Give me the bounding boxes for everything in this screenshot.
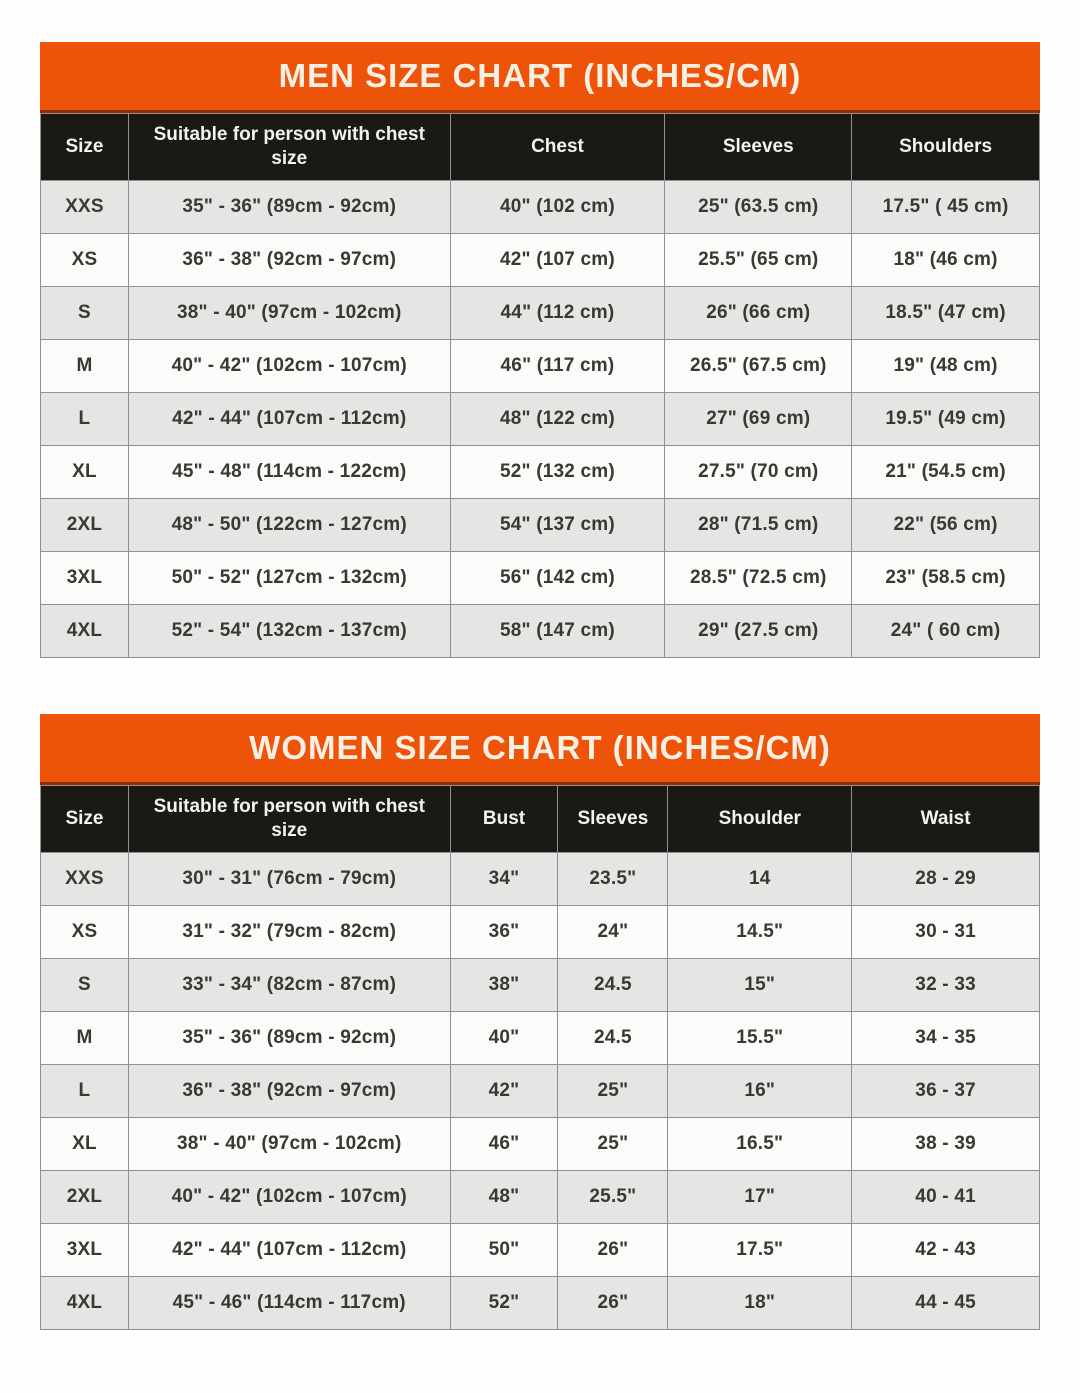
value-cell: 36" - 38" (92cm - 97cm) bbox=[128, 1065, 450, 1118]
value-cell: 25" bbox=[558, 1065, 668, 1118]
value-cell: 42" (107 cm) bbox=[450, 234, 665, 287]
column-header: Size bbox=[41, 114, 129, 181]
value-cell: 25" (63.5 cm) bbox=[665, 181, 852, 234]
table-row bbox=[41, 853, 1040, 906]
table-row bbox=[41, 1065, 1040, 1118]
value-cell: 52" (132 cm) bbox=[450, 446, 665, 499]
table-row bbox=[41, 446, 1040, 499]
table-row bbox=[41, 181, 1040, 234]
value-cell: 29" (27.5 cm) bbox=[665, 605, 852, 658]
value-cell: 24.5 bbox=[558, 1012, 668, 1065]
value-cell: 56" (142 cm) bbox=[450, 552, 665, 605]
value-cell: 24" bbox=[558, 906, 668, 959]
value-cell: 26" bbox=[558, 1277, 668, 1330]
value-cell: 34" bbox=[450, 853, 558, 906]
column-header: Bust bbox=[450, 786, 558, 853]
value-cell: 15.5" bbox=[668, 1012, 852, 1065]
women-size-table bbox=[40, 785, 1040, 1330]
value-cell: 17.5" bbox=[668, 1224, 852, 1277]
men-chart-title-banner bbox=[40, 42, 1040, 113]
value-cell: 40" - 42" (102cm - 107cm) bbox=[128, 340, 450, 393]
value-cell: 38" bbox=[450, 959, 558, 1012]
value-cell: 46" bbox=[450, 1118, 558, 1171]
table-row bbox=[41, 1277, 1040, 1330]
value-cell: 36" bbox=[450, 906, 558, 959]
column-header: Shoulders bbox=[852, 114, 1040, 181]
size-cell: L bbox=[41, 1065, 129, 1118]
header-row bbox=[41, 786, 1040, 853]
column-header: Size bbox=[41, 786, 129, 853]
size-cell: 3XL bbox=[41, 1224, 129, 1277]
value-cell: 17.5" ( 45 cm) bbox=[852, 181, 1040, 234]
value-cell: 28" (71.5 cm) bbox=[665, 499, 852, 552]
value-cell: 14.5" bbox=[668, 906, 852, 959]
value-cell: 22" (56 cm) bbox=[852, 499, 1040, 552]
value-cell: 40" - 42" (102cm - 107cm) bbox=[128, 1171, 450, 1224]
value-cell: 23.5" bbox=[558, 853, 668, 906]
value-cell: 18" (46 cm) bbox=[852, 234, 1040, 287]
value-cell: 23" (58.5 cm) bbox=[852, 552, 1040, 605]
value-cell: 30" - 31" (76cm - 79cm) bbox=[128, 853, 450, 906]
table-row bbox=[41, 1118, 1040, 1171]
column-header: Suitable for person with chest size bbox=[128, 786, 450, 853]
value-cell: 52" - 54" (132cm - 137cm) bbox=[128, 605, 450, 658]
value-cell: 38 - 39 bbox=[852, 1118, 1040, 1171]
size-cell: XS bbox=[41, 234, 129, 287]
value-cell: 25.5" bbox=[558, 1171, 668, 1224]
table-row bbox=[41, 552, 1040, 605]
size-cell: XL bbox=[41, 1118, 129, 1171]
size-cell: XL bbox=[41, 446, 129, 499]
table-row bbox=[41, 393, 1040, 446]
value-cell: 35" - 36" (89cm - 92cm) bbox=[128, 1012, 450, 1065]
value-cell: 32 - 33 bbox=[852, 959, 1040, 1012]
value-cell: 27" (69 cm) bbox=[665, 393, 852, 446]
value-cell: 40" (102 cm) bbox=[450, 181, 665, 234]
value-cell: 42" - 44" (107cm - 112cm) bbox=[128, 393, 450, 446]
value-cell: 21" (54.5 cm) bbox=[852, 446, 1040, 499]
column-header: Sleeves bbox=[558, 786, 668, 853]
size-cell: 2XL bbox=[41, 499, 129, 552]
value-cell: 42" - 44" (107cm - 112cm) bbox=[128, 1224, 450, 1277]
value-cell: 24.5 bbox=[558, 959, 668, 1012]
value-cell: 34 - 35 bbox=[852, 1012, 1040, 1065]
value-cell: 18.5" (47 cm) bbox=[852, 287, 1040, 340]
header-row bbox=[41, 114, 1040, 181]
value-cell: 18" bbox=[668, 1277, 852, 1330]
value-cell: 26" bbox=[558, 1224, 668, 1277]
value-cell: 19.5" (49 cm) bbox=[852, 393, 1040, 446]
value-cell: 48" - 50" (122cm - 127cm) bbox=[128, 499, 450, 552]
women-size-chart-section bbox=[40, 714, 1040, 1330]
value-cell: 48" (122 cm) bbox=[450, 393, 665, 446]
table-row bbox=[41, 906, 1040, 959]
value-cell: 38" - 40" (97cm - 102cm) bbox=[128, 287, 450, 340]
size-cell: 4XL bbox=[41, 1277, 129, 1330]
table-row bbox=[41, 959, 1040, 1012]
value-cell: 42 - 43 bbox=[852, 1224, 1040, 1277]
size-cell: M bbox=[41, 340, 129, 393]
value-cell: 40 - 41 bbox=[852, 1171, 1040, 1224]
value-cell: 42" bbox=[450, 1065, 558, 1118]
value-cell: 28.5" (72.5 cm) bbox=[665, 552, 852, 605]
size-cell: XS bbox=[41, 906, 129, 959]
table-row bbox=[41, 499, 1040, 552]
column-header: Sleeves bbox=[665, 114, 852, 181]
value-cell: 14 bbox=[668, 853, 852, 906]
size-cell: 4XL bbox=[41, 605, 129, 658]
value-cell: 50" bbox=[450, 1224, 558, 1277]
women-chart-title-banner bbox=[40, 714, 1040, 785]
size-cell: M bbox=[41, 1012, 129, 1065]
value-cell: 15" bbox=[668, 959, 852, 1012]
value-cell: 45" - 46" (114cm - 117cm) bbox=[128, 1277, 450, 1330]
value-cell: 58" (147 cm) bbox=[450, 605, 665, 658]
value-cell: 16" bbox=[668, 1065, 852, 1118]
size-cell: L bbox=[41, 393, 129, 446]
value-cell: 54" (137 cm) bbox=[450, 499, 665, 552]
value-cell: 44" (112 cm) bbox=[450, 287, 665, 340]
value-cell: 26.5" (67.5 cm) bbox=[665, 340, 852, 393]
column-header: Waist bbox=[852, 786, 1040, 853]
size-cell: 2XL bbox=[41, 1171, 129, 1224]
men-size-chart-section bbox=[40, 42, 1040, 658]
value-cell: 25.5" (65 cm) bbox=[665, 234, 852, 287]
table-row bbox=[41, 287, 1040, 340]
value-cell: 44 - 45 bbox=[852, 1277, 1040, 1330]
size-cell: 3XL bbox=[41, 552, 129, 605]
column-header: Shoulder bbox=[668, 786, 852, 853]
column-header: Chest bbox=[450, 114, 665, 181]
column-header: Suitable for person with chest size bbox=[128, 114, 450, 181]
table-row bbox=[41, 234, 1040, 287]
table-row bbox=[41, 340, 1040, 393]
table-row bbox=[41, 1012, 1040, 1065]
value-cell: 25" bbox=[558, 1118, 668, 1171]
value-cell: 38" - 40" (97cm - 102cm) bbox=[128, 1118, 450, 1171]
men-chart-title: MEN SIZE CHART (INCHES/CM) bbox=[278, 57, 802, 94]
value-cell: 19" (48 cm) bbox=[852, 340, 1040, 393]
value-cell: 30 - 31 bbox=[852, 906, 1040, 959]
value-cell: 31" - 32" (79cm - 82cm) bbox=[128, 906, 450, 959]
value-cell: 52" bbox=[450, 1277, 558, 1330]
value-cell: 36" - 38" (92cm - 97cm) bbox=[128, 234, 450, 287]
size-cell: S bbox=[41, 287, 129, 340]
value-cell: 16.5" bbox=[668, 1118, 852, 1171]
table-row bbox=[41, 1171, 1040, 1224]
value-cell: 17" bbox=[668, 1171, 852, 1224]
value-cell: 46" (117 cm) bbox=[450, 340, 665, 393]
value-cell: 45" - 48" (114cm - 122cm) bbox=[128, 446, 450, 499]
men-size-table bbox=[40, 113, 1040, 658]
table-row bbox=[41, 1224, 1040, 1277]
value-cell: 28 - 29 bbox=[852, 853, 1040, 906]
value-cell: 40" bbox=[450, 1012, 558, 1065]
value-cell: 50" - 52" (127cm - 132cm) bbox=[128, 552, 450, 605]
value-cell: 48" bbox=[450, 1171, 558, 1224]
size-cell: S bbox=[41, 959, 129, 1012]
women-chart-title: WOMEN SIZE CHART (INCHES/CM) bbox=[249, 729, 831, 766]
value-cell: 24" ( 60 cm) bbox=[852, 605, 1040, 658]
value-cell: 33" - 34" (82cm - 87cm) bbox=[128, 959, 450, 1012]
value-cell: 36 - 37 bbox=[852, 1065, 1040, 1118]
table-row bbox=[41, 605, 1040, 658]
value-cell: 35" - 36" (89cm - 92cm) bbox=[128, 181, 450, 234]
value-cell: 26" (66 cm) bbox=[665, 287, 852, 340]
size-cell: XXS bbox=[41, 181, 129, 234]
size-cell: XXS bbox=[41, 853, 129, 906]
value-cell: 27.5" (70 cm) bbox=[665, 446, 852, 499]
